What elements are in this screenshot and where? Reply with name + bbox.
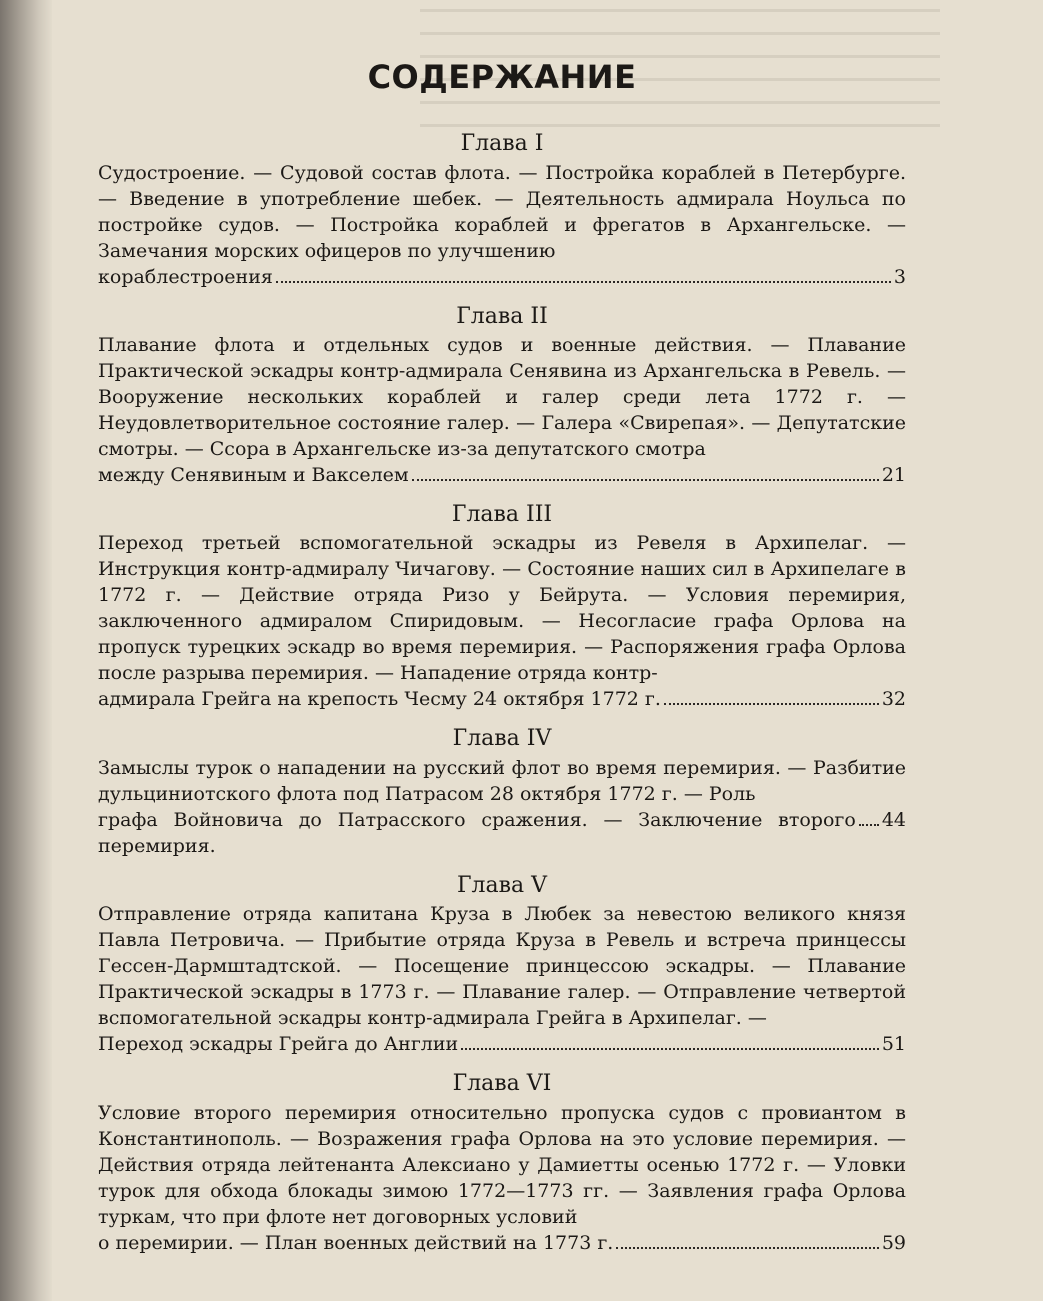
- dot-leader: [461, 1048, 879, 1050]
- entry-last-line: Переход эскадры Грейга до Англии: [98, 1033, 459, 1056]
- chapter-4: [98, 726, 906, 858]
- entry-text: Переход третьей вспомогательной эскадры из Ревеля в Архипелаг. — Инструкция контр-адмиралу Чичагову. — Состояние наших сил в Архипелаге в 1772 г. — Действие отряда Ризо у Бейрута. — Условия перемирия, заключенного адмиралом Спиридовым. — Несогласие графа Орлова на пропуск турецких эскадр во время перемирия. — Распоряжения графа Орлова после разрыва перемирия. — Нападение отряда контр-: [98, 532, 906, 685]
- entry-tail: [98, 264, 906, 290]
- dot-leader: [616, 1247, 878, 1249]
- chapter-title: Глава IV: [452, 726, 552, 752]
- page-title: СОДЕРЖАНИЕ: [367, 58, 637, 96]
- dot-leader: [412, 479, 879, 481]
- entry-text: Замыслы турок о нападении на русский флот во время перемирия. — Разбитие дульциниотского флота под Патрасом 28 октября 1772 г. — Роль: [98, 756, 906, 805]
- dot-leader: [859, 824, 879, 826]
- chapter-6: [98, 1071, 906, 1255]
- entry-tail: [98, 686, 906, 712]
- chapter-title: Глава II: [456, 303, 548, 329]
- chapter-title: Глава V: [456, 872, 548, 898]
- page-number: 59: [881, 1231, 906, 1254]
- book-spine-shadow: [0, 0, 52, 1301]
- entry-text: Плавание флота и отдельных судов и военные действия. — Плавание Практической эскадры контр-адмирала Сенявина из Архангельска в Ревель. — Вооружение нескольких кораблей и галер среди лета 1772 г. — Неудовлетворительное состояние галер. — Галера «Свирепая». — Депутатские смотры. — Ссора в Архангельске из-за депутатского смотра: [98, 333, 906, 460]
- chapter-entry: [98, 901, 906, 1057]
- entry-text: Судостроение. — Судовой состав флота. — Постройка кораблей в Петербурге. — Введение в употребление шебек. — Деятельность адмирала Ноульса по постройке судов. — Постройка кораблей и фрегатов в Архангельске. — Замечания морских офицеров по улучшению: [98, 161, 906, 262]
- page-number: 21: [881, 463, 906, 486]
- chapter-entry: [98, 530, 906, 712]
- chapter-title: Глава III: [451, 501, 553, 527]
- page-number: 32: [881, 688, 906, 711]
- page-number: 3: [893, 265, 906, 288]
- chapter-entry: [98, 755, 906, 859]
- chapter-entry: [98, 160, 906, 290]
- entry-tail: [98, 1031, 906, 1057]
- chapter-title: Глава VI: [452, 1071, 552, 1097]
- dot-leader: [664, 703, 879, 705]
- entry-last-line: о перемирии. — План военных действий на 1773 г.: [98, 1231, 614, 1254]
- chapter-1: [98, 131, 906, 289]
- entry-last-line: кораблестроения: [98, 265, 273, 288]
- entry-last-line: между Сенявиным и Вакселем: [98, 463, 409, 486]
- chapter-5: [98, 873, 906, 1057]
- entry-tail: [98, 807, 906, 859]
- chapter-title: Глава I: [460, 131, 544, 157]
- contents-page: [98, 60, 906, 1270]
- page-number: 44: [881, 808, 906, 831]
- page-number: 51: [881, 1033, 906, 1056]
- entry-tail: [98, 1230, 906, 1256]
- chapter-entry: [98, 1100, 906, 1256]
- entry-last-line: адмирала Грейга на крепость Чесму 24 октября 1772 г.: [98, 688, 661, 711]
- entry-tail: [98, 462, 906, 488]
- entry-text: Отправление отряда капитана Круза в Любек за невестою великого князя Павла Петровича. — Прибытие отряда Круза в Ревель и встреча принцессы Гессен-Дармштадтской. — Посещение принцессою эскадры. — Плавание Практической эскадры в 1773 г. — Плавание галер. — Отправление четвертой вспомогательной эскадры контр-адмирала Грейга в Архипелаг. —: [98, 903, 906, 1030]
- entry-last-line: графа Войновича до Патрасского сражения. — Заключение второго перемирия.: [98, 808, 856, 857]
- dot-leader: [276, 281, 891, 283]
- chapter-3: [98, 502, 906, 712]
- chapter-2: [98, 304, 906, 488]
- entry-text: Условие второго перемирия относительно пропуска судов с провиантом в Константинополь. — Возражения графа Орлова на это условие перемирия. — Действия отряда лейтенанта Алексиано у Дамиетты осенью 1772 г. — Уловки турок для обхода блокады зимою 1772—1773 гг. — Заявления графа Орлова туркам, что при флоте нет договорных условий: [98, 1101, 906, 1228]
- chapter-entry: [98, 332, 906, 488]
